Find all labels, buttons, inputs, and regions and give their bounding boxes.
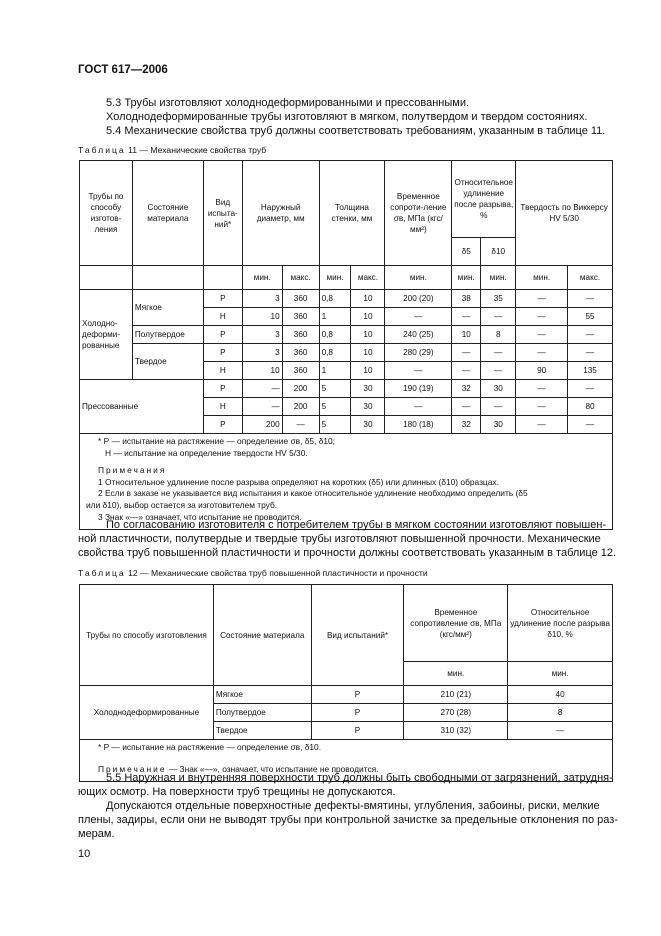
table12-caption-title: 12 — Механические свойства труб повышенной пластичности и прочности <box>128 568 428 578</box>
t11-state-hard: Твердое <box>132 344 203 380</box>
t11-header-state: Состояние материала <box>132 161 203 266</box>
section-5-4: 5.4 Механические свойства труб должны соответствовать требованиям, указанным в таблице 11. <box>106 125 606 137</box>
t11-max-label: макс. <box>351 266 385 290</box>
t11-header-wall: Толщина стенки, мм <box>319 161 385 266</box>
t12-cell: 310 (32) <box>404 722 508 740</box>
t11-cell: 90 <box>516 362 568 380</box>
t11-cell: — <box>282 416 319 434</box>
t11-cell: 200 <box>282 380 319 398</box>
para-mid-line1: По согласованию изготовителя с потребителем трубы в мягком состоянии изготовляют повышен- <box>106 519 607 531</box>
t11-cell: — <box>568 344 613 362</box>
t12-header-method: Трубы по способу изготовления <box>80 585 214 686</box>
t11-cell: 3 <box>242 344 282 362</box>
t11-cell: — <box>481 398 516 416</box>
t11-header-elongation: Относительное удлинение после разрыва, % <box>452 161 516 238</box>
t11-cell: — <box>242 380 282 398</box>
t11-cell: 135 <box>568 362 613 380</box>
section-5-3-line2: Холоднодеформированные трубы изготовляют в мягком, полутвердом и твердом состояниях. <box>106 111 588 123</box>
t11-cell: — <box>568 326 613 344</box>
t11-notes-title: Примечания <box>98 465 167 476</box>
t11-cell: 360 <box>282 326 319 344</box>
t11-min-label: мин. <box>452 266 481 290</box>
t11-cell: — <box>481 344 516 362</box>
t12-header-test: Вид испытаний* <box>311 585 404 686</box>
table11-caption-word: Таблица <box>78 145 126 155</box>
t11-note3: 3 Знак «—» означает, что испытание не проводится. <box>98 511 302 522</box>
t12-note-text: — Знак «—», означает, что испытание не проводится. <box>168 763 379 774</box>
table11-caption <box>78 145 266 155</box>
t11-cell: — <box>481 308 516 326</box>
t12-group: Холоднодеформированные <box>80 686 214 740</box>
t11-min-label: мин. <box>481 266 516 290</box>
t11-state-semihard: Полутвердое <box>132 326 203 344</box>
t11-cell: 5 <box>319 416 351 434</box>
t11-cell: 360 <box>282 290 319 308</box>
t11-header-strength: Временное сопроти-ление σв, МПа (кгс/мм²) <box>385 161 452 266</box>
t11-cell: 55 <box>568 308 613 326</box>
t11-cell: Н <box>203 362 242 380</box>
t12-min-label: мин. <box>404 662 508 686</box>
t11-cell: 3 <box>242 290 282 308</box>
t11-min-label: мин. <box>319 266 351 290</box>
t11-cell: 240 (25) <box>385 326 452 344</box>
t11-cell: 1 <box>319 308 351 326</box>
t11-cell: 30 <box>351 380 385 398</box>
t11-cell: 38 <box>452 290 481 308</box>
t11-cell: 360 <box>282 344 319 362</box>
t11-cell: 360 <box>282 362 319 380</box>
t11-cell: 0,8 <box>319 344 351 362</box>
section-5-3-line1: 5.3 Трубы изготовляют холоднодеформированными и прессованными. <box>106 97 470 109</box>
t11-note2b: или δ10), выбор остается за изготовителем труб. <box>86 499 278 510</box>
t11-cell: 10 <box>452 326 481 344</box>
t11-cell: 1 <box>319 362 351 380</box>
t11-cell: Р <box>203 344 242 362</box>
t11-group-pressed: Прессованные <box>80 380 204 434</box>
t11-header-method: Трубы по способу изготов-ления <box>80 161 133 266</box>
t11-cell: 10 <box>351 326 385 344</box>
table12-caption-word: Таблица <box>78 568 126 578</box>
t11-cell: — <box>242 398 282 416</box>
t11-cell: — <box>516 380 568 398</box>
t12-header-elongation: Относительное удлинение после разрыва δ10, % <box>508 585 613 662</box>
t11-cell: — <box>452 362 481 380</box>
t12-cell: 8 <box>508 704 613 722</box>
t11-cell: 10 <box>242 308 282 326</box>
table11-caption-title: 11 — Механические свойства труб <box>128 145 267 155</box>
t11-cell: — <box>568 380 613 398</box>
section-5-5-line1: 5.5 Наружная и внутренняя поверхности труб должны быть свободными от загрязнений, затрудня- <box>106 772 613 784</box>
t11-header-diameter: Наружный диаметр, мм <box>242 161 319 266</box>
t11-cell: Р <box>203 290 242 308</box>
t11-cell: 360 <box>282 308 319 326</box>
t12-cell: — <box>508 722 613 740</box>
t11-cell: 0,8 <box>319 326 351 344</box>
t11-footnote2: Н — испытание на определение твердости HV 5/30. <box>105 447 308 458</box>
t11-max-label: макс. <box>282 266 319 290</box>
t12-cell: Р <box>311 704 404 722</box>
t11-note2a: 2 Если в заказе не указывается вид испытания и какое относительное удлинение необходимо определить (δ5 <box>98 488 528 499</box>
section-5-5-line5: мерам. <box>78 828 115 840</box>
para-mid-line3: свойства труб повышенной пластичности и прочности должны соответствовать указанным в таблице 12. <box>78 547 617 559</box>
t11-cell: 5 <box>319 380 351 398</box>
t11-footnote1: * Р — испытание на растяжение — определение σв, δ5, δ10; <box>98 436 336 446</box>
table-12 <box>79 584 613 782</box>
t11-cell: 0,8 <box>319 290 351 308</box>
t11-cell: 80 <box>568 398 613 416</box>
t12-cell: Р <box>311 722 404 740</box>
table-11 <box>79 160 613 530</box>
t11-cell: — <box>516 416 568 434</box>
t12-header-strength: Временное сопротивление σв, МПа (кгс/мм²) <box>404 585 508 662</box>
t11-cell: — <box>516 326 568 344</box>
t11-cell: Р <box>203 380 242 398</box>
t11-min-label: мин. <box>385 266 452 290</box>
t12-min-label: мин. <box>508 662 613 686</box>
t11-cell: Р <box>203 416 242 434</box>
t12-header-state: Состояние материала <box>213 585 311 686</box>
t11-cell: — <box>516 308 568 326</box>
section-5-5-line4: плены, задиры, если они не выводят трубы при контрольной зачистке за предельные отклонения по раз- <box>78 814 619 826</box>
t11-cell: Р <box>203 326 242 344</box>
t11-cell: 32 <box>452 416 481 434</box>
t11-cell: 10 <box>351 344 385 362</box>
t11-cell: — <box>516 290 568 308</box>
t12-cell: 40 <box>508 686 613 704</box>
t11-cell: 200 <box>282 398 319 416</box>
t11-cell: — <box>452 308 481 326</box>
t12-cell: 210 (21) <box>404 686 508 704</box>
t11-cell: 5 <box>319 398 351 416</box>
t11-cell: 30 <box>351 416 385 434</box>
t12-footnote: * Р — испытание на растяжение — определение σв, δ10. <box>98 742 322 752</box>
t12-cell: Р <box>311 686 404 704</box>
t11-cell: 10 <box>351 362 385 380</box>
t12-cell: Полутвердое <box>213 704 311 722</box>
t11-cell: — <box>385 362 452 380</box>
para-mid-line2: ной пластичности, полутвердые и твердые трубы изготовляют повышенной прочности. Механические <box>78 533 601 545</box>
t11-cell: — <box>385 398 452 416</box>
t11-cell: 190 (19) <box>385 380 452 398</box>
t11-cell: — <box>568 416 613 434</box>
t11-cell: — <box>516 344 568 362</box>
t11-cell: — <box>452 344 481 362</box>
t11-cell: — <box>385 308 452 326</box>
table12-caption <box>78 568 428 578</box>
t11-header-delta5: δ5 <box>452 238 481 266</box>
t11-header-test: Вид испыта-ний* <box>203 161 242 266</box>
t11-cell: 10 <box>351 290 385 308</box>
section-5-5-line3: Допускаются отдельные поверхностные дефекты-вмятины, углубления, забоины, риски, мелкие <box>106 800 600 812</box>
t11-cell: 200 <box>242 416 282 434</box>
t11-cell: Н <box>203 308 242 326</box>
t11-cell: 280 (29) <box>385 344 452 362</box>
t11-cell: 200 (20) <box>385 290 452 308</box>
t11-cell: 32 <box>452 380 481 398</box>
t11-cell: 10 <box>351 308 385 326</box>
t11-cell: — <box>568 290 613 308</box>
t11-cell: 30 <box>481 416 516 434</box>
t12-cell: 270 (28) <box>404 704 508 722</box>
t11-header-hardness: Твердость по Виккерсу HV 5/30 <box>516 161 613 266</box>
t11-group-cold: Холодно-деформи-рованные <box>80 290 133 380</box>
t11-min-label: мин. <box>242 266 282 290</box>
t11-min-label: мин. <box>516 266 568 290</box>
t11-cell: 30 <box>351 398 385 416</box>
t11-cell: 8 <box>481 326 516 344</box>
t11-cell: 35 <box>481 290 516 308</box>
t11-note1: 1 Относительное удлинение после разрыва определяют на коротких (δ5) или длинных (δ10) образцах. <box>98 476 499 487</box>
t11-header-delta10: δ10 <box>481 238 516 266</box>
t11-cell: 180 (18) <box>385 416 452 434</box>
t11-cell: Н <box>203 398 242 416</box>
document-header: ГОСТ 617—2006 <box>78 64 168 76</box>
t11-cell: 10 <box>242 362 282 380</box>
section-5-5-line2: ющих осмотр. На поверхности труб трещины не допускаются. <box>78 786 396 798</box>
t12-cell: Мягкое <box>213 686 311 704</box>
t11-max-label: макс. <box>568 266 613 290</box>
t11-state-soft: Мягкое <box>132 290 203 326</box>
t12-note-word: Примечание <box>98 763 167 774</box>
t11-cell: 30 <box>481 380 516 398</box>
t12-cell: Твердое <box>213 722 311 740</box>
t11-cell: — <box>516 398 568 416</box>
t11-notes-cell <box>80 434 613 530</box>
t11-cell: — <box>481 362 516 380</box>
t11-cell: 3 <box>242 326 282 344</box>
page-number: 10 <box>78 848 91 860</box>
t11-cell: — <box>452 398 481 416</box>
